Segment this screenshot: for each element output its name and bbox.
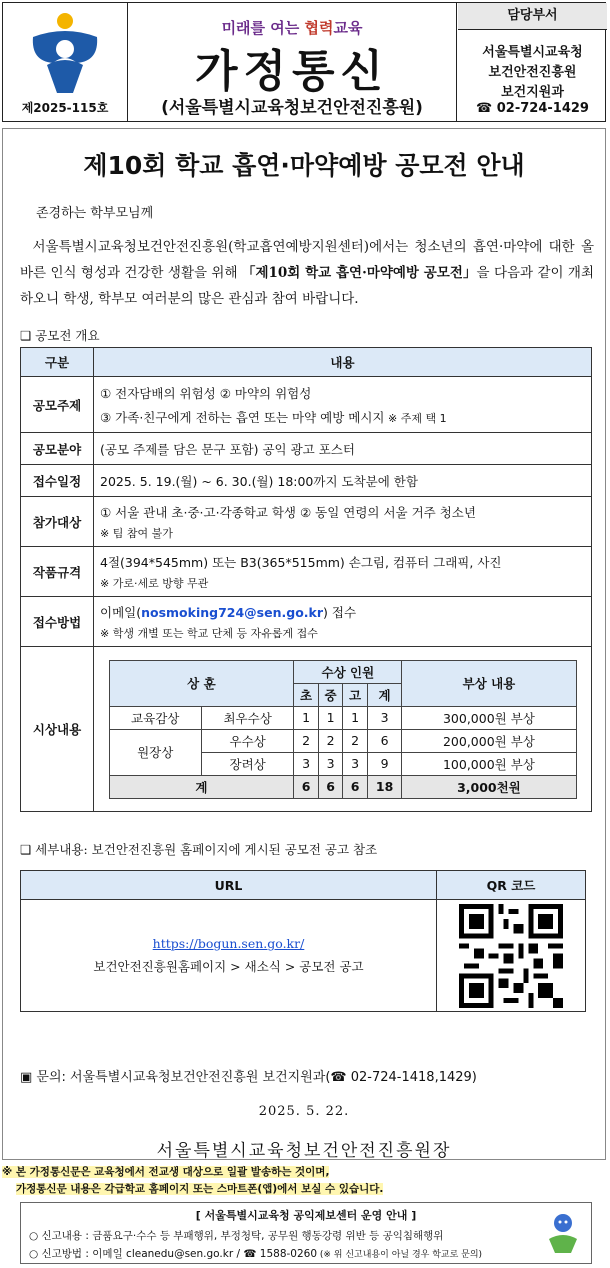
slogan: 미래를 여는 협력교육 [221,19,363,37]
url-cell [21,900,437,1012]
contest-email-link[interactable]: nosmoking724@sen.go.kr [141,604,324,620]
row-value: 2025. 5. 19.(월) ~ 6. 30.(월) 18:00까지 도착분에 한함 [94,465,592,497]
homepage-path: 보건안전진흥원홈페이지 > 새소식 > 공모전 공고 [93,959,364,974]
phone-icon: ☎ [330,1070,347,1085]
section-details: ❑ 세부내용: 보건안전진흥원 홈페이지에 게시된 공모전 공고 참조 [20,842,378,857]
newsletter-title: 가정통신 [194,46,389,97]
row-value: 이메일(nosmoking724@sen.go.kr) 접수 ※ 학생 개별 또는 학교 단체 등 자유롭게 접수 [94,597,592,647]
section-overview: ❑ 공모전 개요 [20,328,100,343]
dept-line: 서울특별시교육청 [482,45,583,60]
row-value: 4절(394*545mm) 또는 B3(365*515mm) 손그림, 컴퓨터 그래픽, 사진 ※ 가로·세로 방향 무관 [94,547,592,597]
integrity-line: ○ 신고내용 : 금품요구·수수 등 부패행위, 부정청탁, 공무원 행동강령 위반 등 공익침해행위 [29,1230,444,1242]
greeting: 존경하는 학부모님께 [36,206,154,221]
row-label: 참가대상 [21,497,94,547]
row-label: 접수방법 [21,597,94,647]
letter-header [2,2,606,122]
document-title: 제10회 학교 흡연·마약예방 공모전 안내 [83,151,525,180]
newsletter-subtitle: (서울특별시교육청보건안전진흥원) [161,98,423,118]
row-value: ① 서울 관내 초·중·고·각종학교 학생 ② 동일 연령의 서울 거주 청소년 ※ 팀 참여 불가 [94,497,592,547]
award-row: 장려상 3 3 3 9 100,000원 부상 [109,752,576,775]
row-label: 작품규격 [21,547,94,597]
dept-heading: 담당부서 [458,3,607,30]
integrity-title: [ 서울특별시교육청 공익제보센터 운영 안내 ] [195,1209,417,1222]
distribution-notice: ※ 본 가정통신문은 교육청에서 전교생 대상으로 일괄 발송하는 것이며, 가정통신문 내용은 각급학교 홈페이지 또는 스마트폰(앱)에서 보실 수 있습니다. [2,1166,384,1195]
signature-line: 서울특별시교육청보건안전진흥원장 [156,1141,452,1161]
phone-icon: ☎ [243,1248,257,1260]
issue-number: 제2025-115호 [21,101,109,115]
dept-line: 보건지원과 [501,85,564,100]
clean-mascot-icon [541,1209,585,1257]
issue-date: 2025. 5. 22. [258,1104,350,1119]
col-header: URL [21,871,437,900]
row-value [94,647,592,812]
dept-line: 보건안전진흥원 [488,65,577,80]
col-header: 구분 [21,348,94,377]
row-label: 공모분야 [21,433,94,465]
qr-code-icon[interactable] [459,904,563,1008]
dept-phone: ☎ 02-724-1429 [476,101,589,116]
awards-table: 상 훈 수상 인원 부상 내용 초 중 고 계 교육감상 최우수상 1 1 1 3 300,000원 부상 원장상 우수상 2 2 2 6 200,000원 부상 장려상 3 3 3 9 100,000원 부상 계 6 6 6 18 3,000천원 [109,660,577,799]
award-total-row: 계 6 6 6 18 3,000천원 [109,775,576,798]
row-value: (공모 주제를 담은 문구 포함) 공익 광고 포스터 [94,433,592,465]
row-label: 시상내용 [21,647,94,812]
col-header: QR 코드 [437,871,586,900]
overview-table [20,347,592,812]
integrity-line: ○ 신고방법 : 이메일 cleanedu@sen.go.kr / ☎ 1588-0260 (※ 위 신고내용이 아닐 경우 학교로 문의) [29,1248,483,1260]
contact-line: ▣ 문의: 서울특별시교육청보건안전진흥원 보건지원과(☎ 02-724-1418,1429) [20,1070,477,1085]
row-label: 공모주제 [21,377,94,433]
award-row: 원장상 우수상 2 2 2 6 200,000원 부상 [109,729,576,752]
link-table [20,870,586,1012]
intro-paragraph: 서울특별시교육청보건안전진흥원(학교흡연예방지원센터)에서는 청소년의 흡연·마약에 대한 올바른 인식 형성과 건강한 생활을 위해 「제10회 학교 흡연·마약예방 공모전」을 다음과 같이 개최하오니 학생, 학부모 여러분의 많은 관심과 참여 바랍니다. [20,239,594,307]
award-row: 교육감상 최우수상 1 1 1 3 300,000원 부상 [109,706,576,729]
phone-icon: ☎ [476,101,493,116]
homepage-link[interactable]: https://bogun.sen.go.kr/ [152,936,305,951]
row-label: 접수일정 [21,465,94,497]
row-value: ① 전자담배의 위험성 ② 마약의 위험성 ③ 가족·친구에게 전하는 흡연 또는 마약 예방 메시지 ※ 주제 택 1 [94,377,592,433]
col-header: 내용 [94,348,592,377]
qr-cell [437,900,586,1012]
integrity-center-box [20,1202,592,1264]
